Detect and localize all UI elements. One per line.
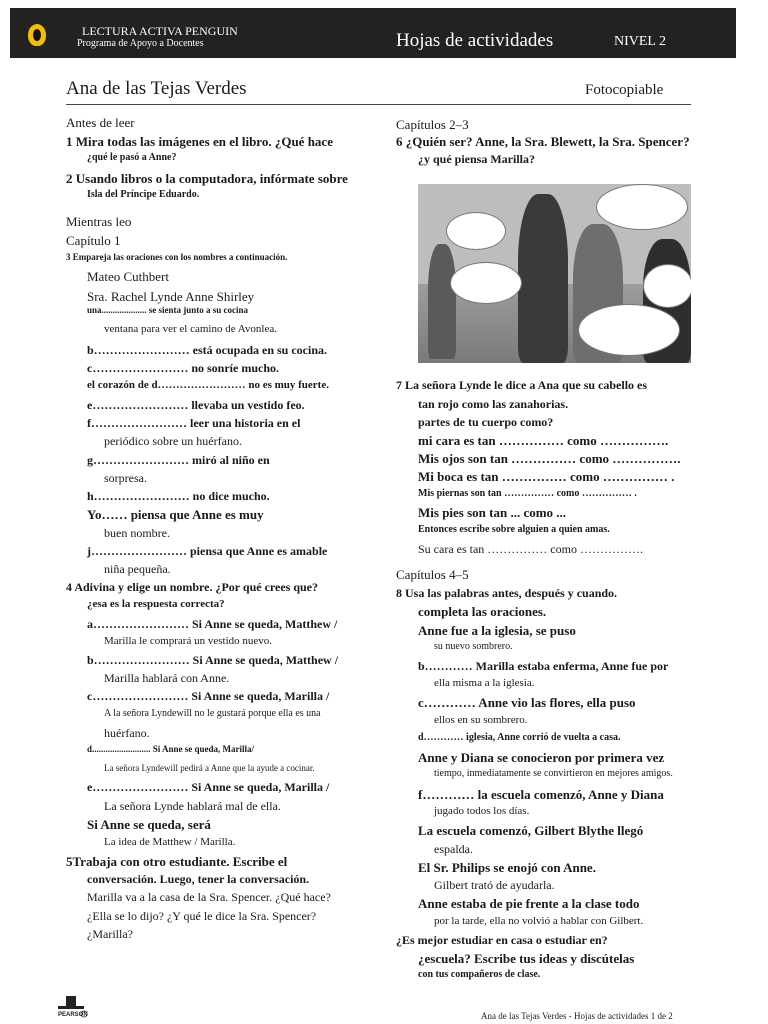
question-text: 5Trabaja con otro estudiante. Escribe el	[66, 854, 288, 869]
question-text: 3 Empareja las oraciones con los nombres a continuación.	[66, 252, 288, 262]
question-text: completa las oraciones.	[418, 604, 547, 619]
question-text: ¿Es mejor estudiar en casa o estudiar en?	[396, 933, 608, 947]
question-text: Isla del Príncipe Eduardo.	[87, 189, 200, 200]
answer-line: f………… la escuela comenzó, Anne y Diana	[418, 787, 664, 802]
level-label: NIVEL 2	[614, 34, 666, 49]
question-text: 8 Usa las palabras antes, después y cuando.	[396, 586, 618, 600]
answer-line: Gilbert trató de ayudarla.	[434, 878, 555, 892]
brand-line-1: LECTURA ACTIVA PENGUIN	[82, 24, 238, 38]
answer-line: ellos en su sombrero.	[434, 714, 528, 726]
question-text: 1 Mira todas las imágenes en el libro. ¿Qué hace	[66, 134, 333, 149]
pearson-logo-icon	[58, 996, 88, 1018]
answer-line: por la tarde, ella no volvió a hablar con Gilbert.	[434, 915, 644, 927]
answer-line: f…………………… leer una historia en el	[87, 416, 301, 430]
answer-line: Mis piernas son tan …………… como …………… .	[418, 488, 637, 499]
answer-line: La señora Lynde hablará mal de ella.	[104, 799, 281, 813]
answer-line: el corazón de d…………………… no es muy fuerte.	[87, 379, 329, 391]
answer-line: huérfano.	[104, 726, 150, 740]
answer-line: buen nombre.	[104, 526, 170, 540]
answer-line: g…………………… miró al niño en	[87, 453, 270, 467]
question-text: Entonces escribe sobre alguien a quien amas.	[418, 524, 610, 535]
answer-line: Mis ojos son tan …………… como …………….	[418, 451, 681, 466]
answer-line: tiempo, inmediatamente se convirtieron en mejores amigos.	[434, 768, 673, 779]
answer-line: Su cara es tan …………… como …………….	[418, 542, 643, 556]
answer-line: j…………………… piensa que Anne es amable	[87, 544, 328, 558]
question-text: conversación. Luego, tener la conversación.	[87, 872, 310, 886]
answer-line: periódico sobre un huérfano.	[104, 434, 242, 448]
answer-line: Marilla le comprará un vestido nuevo.	[104, 635, 273, 647]
chapter-heading: Capítulo 1	[66, 233, 121, 248]
answer-line: jugado todos los días.	[434, 805, 530, 817]
answer-line: a…………………… Si Anne se queda, Matthew /	[87, 617, 338, 631]
answer-line: espalda.	[434, 842, 473, 856]
section-heading: Antes de leer	[66, 115, 135, 130]
chapter-heading: Capítulos 4–5	[396, 567, 469, 582]
section-heading: Mientras leo	[66, 214, 132, 229]
answer-line: su nuevo sombrero.	[434, 641, 513, 652]
question-text: ¿Ella se lo dijo? ¿Y qué le dice la Sra. Spencer?	[87, 909, 317, 923]
question-text: 7 La señora Lynde le dice a Ana que su cabello es	[396, 378, 648, 392]
header-bar	[10, 8, 736, 58]
question-text: ¿escuela? Escribe tus ideas y discútelas	[418, 951, 635, 966]
answer-line: c…………………… no sonríe mucho.	[87, 361, 279, 375]
book-title: Ana de las Tejas Verdes	[66, 78, 247, 99]
header-title: Hojas de actividades	[396, 30, 554, 51]
answer-line: una.................... se sienta junto a su cocina	[87, 305, 249, 315]
name-option: Sra. Rachel Lynde Anne Shirley	[87, 289, 255, 304]
answer-line: La señora Lyndewill pedirá a Anne que la ayude a cocinar.	[104, 763, 315, 773]
answer-line: h…………………… no dice mucho.	[87, 489, 270, 503]
page-footer: Ana de las Tejas Verdes - Hojas de actividades 1 de 2	[481, 1011, 673, 1021]
answer-line: e…………………… llevaba un vestido feo.	[87, 398, 305, 412]
question-text: ¿Marilla?	[87, 927, 133, 941]
answer-line: Yo…… piensa que Anne es muy	[87, 507, 264, 522]
answer-line: ventana para ver el camino de Avonlea.	[104, 323, 277, 335]
question-text: ¿y qué piensa Marilla?	[418, 152, 536, 166]
question-text: ¿esa es la respuesta correcta?	[87, 598, 225, 610]
answer-line: Anne fue a la iglesia, se puso	[418, 623, 576, 638]
answer-line: c…………………… Si Anne se queda, Marilla /	[87, 689, 330, 703]
question-text: Marilla va a la casa de la Sra. Spencer. ¿Qué hace?	[87, 890, 331, 904]
answer-line: c………… Anne vio las flores, ella puso	[418, 695, 636, 710]
answer-line: Mis pies son tan ... como ...	[418, 505, 567, 520]
question-text: partes de tu cuerpo como?	[418, 415, 554, 429]
question-text: 4 Adivina y elige un nombre. ¿Por qué crees que?	[66, 580, 319, 594]
answer-line: niña pequeña.	[104, 562, 171, 576]
answer-line: Anne y Diana se conocieron por primera vez	[418, 750, 665, 765]
answer-line: mi cara es tan …………… como …………….	[418, 433, 669, 448]
answer-line: Si Anne se queda, será	[87, 817, 211, 832]
pearson-wordmark: PEARSON	[58, 1012, 88, 1018]
photocopiable-label: Fotocopiable	[585, 82, 664, 98]
answer-line: La idea de Matthew / Marilla.	[104, 836, 236, 848]
answer-line: A la señora Lyndewill no le gustará porque ella es una	[104, 708, 321, 719]
chapter-heading: Capítulos 2–3	[396, 117, 469, 132]
answer-line: e…………………… Si Anne se queda, Marilla /	[87, 780, 330, 794]
penguin-logo-icon	[28, 24, 46, 46]
question-text: ¿qué le pasó a Anne?	[87, 152, 177, 163]
title-divider	[66, 104, 691, 105]
answer-line: b…………………… Si Anne se queda, Matthew /	[87, 653, 339, 667]
question-text: 2 Usando libros o la computadora, infórmate sobre	[66, 171, 348, 186]
brand-line-2: Programa de Apoyo a Docentes	[77, 38, 204, 49]
question-text: con tus compañeros de clase.	[418, 969, 541, 980]
answer-line: d………… iglesia, Anne corrió de vuelta a casa.	[418, 732, 621, 743]
question-text: 6 ¿Quién ser? Anne, la Sra. Blewett, la Sra. Spencer?	[396, 134, 690, 149]
question-text: tan rojo como las zanahorias.	[418, 397, 569, 411]
answer-line: ella misma a la iglesia.	[434, 677, 535, 689]
answer-line: La escuela comenzó, Gilbert Blythe llegó	[418, 823, 644, 838]
answer-line: Anne estaba de pie frente a la clase todo	[418, 896, 640, 911]
answer-line: d.......................... Si Anne se queda, Marilla/	[87, 744, 255, 754]
answer-line: Marilla hablará con Anne.	[104, 671, 230, 685]
illustration-image	[418, 184, 691, 363]
answer-line: b…………………… está ocupada en su cocina.	[87, 343, 328, 357]
answer-line: b………… Marilla estaba enferma, Anne fue por	[418, 659, 669, 673]
answer-line: sorpresa.	[104, 471, 147, 485]
answer-line: El Sr. Philips se enojó con Anne.	[418, 860, 596, 875]
answer-line: Mi boca es tan …………… como …………… .	[418, 469, 675, 484]
name-option: Mateo Cuthbert	[87, 269, 169, 284]
